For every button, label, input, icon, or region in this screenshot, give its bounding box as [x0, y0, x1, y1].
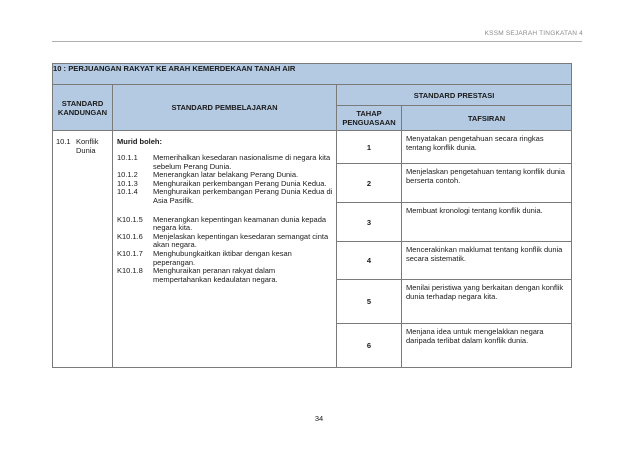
tafsiran-text: Menyatakan pengetahuan secara ringkas tentang konflik dunia. — [402, 131, 572, 164]
header-standard-kandungan: STANDARD KANDUNGAN — [53, 85, 113, 131]
tahap-level: 4 — [337, 242, 402, 280]
list-item: K10.1.6 Menjelaskan kepentingan kesedaran semangat cinta akan negara. — [117, 231, 329, 250]
tahap-level: 1 — [337, 131, 402, 164]
list-item: K10.1.8 Menghuraikan peranan rakyat dalam mempertahankan kedaulatan negara. — [117, 266, 278, 284]
header-standard-prestasi: STANDARD PRESTASI — [337, 85, 572, 106]
tahap-level: 2 — [337, 164, 402, 203]
page-header: KSSM SEJARAH TINGKATAN 4 — [484, 30, 583, 37]
tafsiran-text: Menilai peristiwa yang berkaitan dengan konflik dunia terhadap negara kita. — [402, 280, 572, 324]
tafsiran-text: Menjana idea untuk mengelakkan negara daripada terlibat dalam konflik dunia. — [402, 324, 572, 368]
header-divider — [52, 41, 582, 42]
list-item: 10.1.2 Menerangkan latar belakang Perang Dunia. — [117, 170, 299, 180]
tahap-level: 6 — [337, 324, 402, 368]
header-row-1 — [53, 85, 572, 106]
header-tafsiran: TAFSIRAN — [402, 106, 572, 131]
tahap-level: 3 — [337, 203, 402, 242]
kandungan-title: Konflik Dunia — [76, 137, 99, 155]
tafsiran-text: Membuat kronologi tentang konflik dunia. — [402, 203, 572, 242]
table-title: 10 : PERJUANGAN RAKYAT KE ARAH KEMERDEKAAN TANAH AIR — [53, 64, 572, 85]
list-item: 10.1.3 Menghuraikan perkembangan Perang Dunia Kedua. — [117, 178, 327, 188]
curriculum-table — [52, 63, 572, 368]
kandungan-code: 10.1 — [56, 137, 71, 146]
tahap-level: 5 — [337, 280, 402, 324]
page-number: 34 — [314, 414, 324, 423]
pembelajaran-heading: Murid boleh: — [117, 137, 162, 146]
pembelajaran-cell — [113, 131, 337, 368]
list-item: 10.1.1 Memerihalkan kesedaran nasionalisme di negara kita sebelum Perang Dunia. — [117, 153, 331, 171]
list-item: K10.1.7 Menghubungkaitkan iktibar dengan kesan peperangan. — [117, 248, 292, 267]
header-standard-pembelajaran: STANDARD PEMBELAJARAN — [113, 85, 337, 131]
tafsiran-text: Menjelaskan pengetahuan tentang konflik dunia berserta contoh. — [402, 164, 572, 203]
list-item: 10.1.4 Menghuraikan perkembangan Perang Dunia Kedua di Asia Pasifik. — [117, 187, 333, 205]
table-title-row — [53, 64, 572, 85]
tafsiran-text: Mencerakinkan maklumat tentang konflik dunia secara sistematik. — [402, 242, 572, 280]
kandungan-cell — [53, 131, 113, 368]
list-item: K10.1.5 Menerangkan kepentingan keamanan dunia kepada negara kita. — [117, 214, 327, 233]
table-row — [53, 131, 572, 164]
header-tahap-penguasaan: TAHAP PENGUASAAN — [337, 106, 402, 131]
